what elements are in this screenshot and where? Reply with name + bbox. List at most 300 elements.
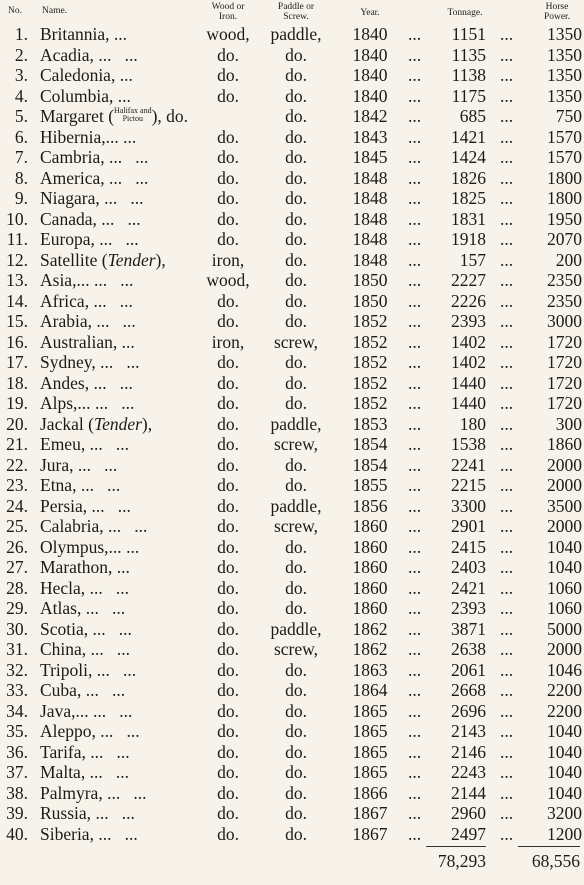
horse-power: 3000	[547, 311, 582, 331]
tonnage: 1440	[451, 393, 486, 413]
propulsion: do.	[285, 454, 307, 475]
tonnage: 1826	[451, 167, 486, 188]
row-number: 9.	[14, 188, 28, 208]
table-row	[0, 373, 584, 394]
hull-material: do.	[217, 823, 239, 844]
table-row	[0, 783, 584, 804]
leader-dots: ...	[408, 577, 422, 598]
leader-dots: ...	[113, 24, 127, 44]
table-row	[0, 229, 584, 250]
propulsion: paddle,	[270, 618, 322, 639]
propulsion: do.	[285, 290, 307, 311]
propulsion: do.	[285, 700, 307, 721]
ship-name-text: Columbia,	[40, 85, 114, 106]
tonnage: 157	[459, 249, 486, 270]
leader-dots: ... ...	[96, 659, 137, 680]
ship-name	[40, 250, 166, 271]
tonnage: 2421	[451, 577, 486, 598]
leader-dots: ...	[408, 618, 422, 639]
ship-name-text: Atlas,	[40, 598, 82, 618]
ship-name	[40, 496, 131, 517]
row-number: 23.	[6, 475, 28, 495]
propulsion: do.	[285, 249, 307, 270]
leader-dots: ... ...	[85, 598, 126, 618]
hull-material: do.	[217, 598, 239, 618]
leader-dots: ...	[500, 823, 514, 844]
ship-name-text: Persia,	[40, 495, 88, 516]
ship-name-text: Arabia,	[40, 311, 92, 331]
leader-dots: ...	[500, 147, 514, 167]
ship-name	[40, 414, 152, 435]
leader-dots: ...	[117, 85, 131, 106]
leader-dots: ...	[408, 659, 422, 680]
table-row	[0, 598, 584, 619]
ship-name-text: Hibernia,...	[40, 126, 119, 147]
year: 1848	[352, 208, 388, 229]
tonnage: 2901	[451, 516, 486, 536]
ship-name	[40, 270, 133, 291]
route-note	[114, 107, 152, 123]
hull-material: do.	[217, 577, 239, 598]
leader-dots: ...	[500, 208, 514, 229]
year: 1865	[352, 700, 388, 721]
propulsion: paddle,	[270, 495, 322, 516]
ship-name-text: Jackal (	[40, 413, 94, 434]
tonnage: 3300	[451, 495, 486, 516]
table-row	[0, 147, 584, 168]
ship-name	[40, 434, 129, 455]
propulsion: do.	[285, 659, 307, 680]
leader-dots: ...	[500, 167, 514, 188]
leader-dots: ...	[500, 803, 514, 823]
ship-name	[40, 229, 139, 250]
leader-dots: ... ...	[98, 823, 138, 844]
horse-power: 5000	[547, 618, 582, 639]
row-number: 20.	[6, 413, 28, 434]
leader-dots: ...	[408, 495, 422, 516]
row-number: 27.	[6, 557, 28, 577]
propulsion: do.	[285, 557, 307, 577]
table-header	[0, 0, 584, 24]
horse-power: 1350	[547, 24, 582, 44]
tonnage: 2146	[451, 741, 486, 762]
ship-name-text: Satellite (	[40, 249, 108, 270]
leader-dots: ...	[500, 85, 514, 106]
leader-dots: ...	[500, 372, 514, 393]
table-row	[0, 701, 584, 722]
leader-dots: ...	[500, 24, 514, 44]
ship-name-suffix: ),	[141, 413, 153, 434]
year: 1855	[352, 475, 388, 495]
leader-dots: ...	[408, 372, 422, 393]
leader-dots: ...	[500, 557, 514, 577]
year: 1860	[352, 577, 388, 598]
year: 1848	[352, 188, 388, 208]
ship-name	[40, 168, 148, 189]
hull-material: do.	[217, 700, 239, 721]
leader-dots: ...	[408, 598, 422, 618]
hull-material: wood,	[206, 24, 250, 44]
ship-name-text: Aleppo,	[40, 721, 96, 741]
propulsion: do.	[285, 372, 307, 393]
leader-dots: ...	[500, 434, 514, 454]
ship-name	[40, 127, 136, 148]
leader-dots: ...	[408, 393, 422, 413]
horse-power: 2000	[547, 516, 582, 536]
leader-dots: ...	[500, 413, 514, 434]
ship-name	[40, 598, 125, 619]
tonnage: 2226	[451, 290, 486, 311]
hull-material: do.	[217, 782, 239, 803]
hull-material: do.	[217, 741, 239, 762]
propulsion: screw,	[273, 516, 319, 536]
row-number: 14.	[6, 290, 28, 311]
header-paddle-screw-line2: Screw.	[283, 12, 309, 22]
leader-dots: ...	[500, 536, 514, 557]
row-number: 12.	[6, 249, 28, 270]
table-row	[0, 496, 584, 517]
leader-dots: ...	[408, 249, 422, 270]
ship-name-text: Malta,	[40, 762, 86, 782]
ship-name	[40, 660, 136, 681]
year: 1848	[352, 167, 388, 188]
leader-dots: ...	[500, 249, 514, 270]
hull-material: do.	[217, 536, 239, 557]
propulsion: do.	[285, 311, 307, 331]
table-row	[0, 414, 584, 435]
ship-name	[40, 701, 132, 722]
row-number: 29.	[6, 598, 28, 618]
leader-dots: ... ...	[77, 454, 118, 475]
leader-dots: ...	[500, 454, 514, 475]
hull-material: do.	[217, 413, 239, 434]
horse-power: 1800	[547, 188, 582, 208]
row-number: 31.	[6, 639, 28, 659]
ship-name-text: Andes,	[40, 372, 90, 393]
leader-dots: ...	[408, 680, 422, 700]
leader-dots: ...	[500, 495, 514, 516]
horse-power: 1040	[547, 557, 582, 577]
row-number: 37.	[6, 762, 28, 782]
leader-dots: ...	[408, 475, 422, 495]
leader-dots: ...	[500, 311, 514, 331]
horse-power: 2000	[547, 639, 582, 659]
leader-dots: ...	[408, 721, 422, 741]
propulsion: paddle,	[270, 413, 322, 434]
tonnage: 2061	[451, 659, 486, 680]
table-row	[0, 291, 584, 312]
propulsion: do.	[285, 721, 307, 741]
ship-name-text: Java,...	[40, 700, 89, 721]
ship-name	[40, 619, 132, 640]
leader-dots: ... ...	[96, 311, 136, 331]
leader-dots: ...	[500, 188, 514, 208]
propulsion: do.	[285, 762, 307, 782]
year: 1856	[352, 495, 388, 516]
leader-dots: ...	[500, 741, 514, 762]
ship-name-text: Australian,	[40, 331, 118, 352]
year: 1852	[352, 331, 388, 352]
hull-material: do.	[217, 188, 239, 208]
leader-dots: ... ...	[107, 782, 147, 803]
hull-material: do.	[217, 721, 239, 741]
header-paddle-screw-line1: Paddle or	[277, 2, 315, 12]
year: 1867	[352, 823, 388, 844]
header-wood-iron	[198, 2, 258, 22]
year: 1862	[352, 639, 388, 659]
leader-dots: ...	[500, 331, 514, 352]
ship-name-text: Britannia,	[40, 24, 110, 44]
leader-dots: ... ...	[109, 167, 149, 188]
leader-dots: ... ...	[100, 352, 140, 372]
table-row	[0, 475, 584, 496]
leader-dots: ... ...	[91, 495, 131, 516]
ship-name	[40, 373, 133, 394]
ship-name-text: Jura,	[40, 454, 74, 475]
hull-material: do.	[217, 557, 239, 577]
row-number: 4.	[14, 85, 28, 106]
table-row	[0, 45, 584, 66]
row-number: 24.	[6, 495, 28, 516]
tonnage: 1831	[451, 208, 486, 229]
leader-dots: ...	[408, 311, 422, 331]
tonnage: 1918	[451, 229, 486, 249]
tonnage: 3871	[451, 618, 486, 639]
leader-dots: ...	[408, 762, 422, 782]
leader-dots: ... ...	[94, 393, 135, 413]
header-tonnage: Tonnage.	[447, 8, 483, 18]
hull-material: do.	[217, 803, 239, 823]
table-row	[0, 578, 584, 599]
hull-material: do.	[217, 85, 239, 106]
horse-power: 1040	[547, 782, 582, 803]
header-no: No.	[8, 6, 22, 16]
tonnage: 2696	[451, 700, 486, 721]
year: 1860	[352, 536, 388, 557]
propulsion: do.	[285, 65, 307, 85]
leader-dots: ... ...	[92, 700, 133, 721]
year: 1848	[352, 229, 388, 249]
hull-material: do.	[217, 475, 239, 495]
leader-dots: ...	[408, 126, 422, 147]
row-number: 30.	[6, 618, 28, 639]
propulsion: do.	[285, 475, 307, 495]
horse-power: 1720	[547, 393, 582, 413]
tonnage: 1825	[451, 188, 486, 208]
leader-dots: ...	[408, 44, 422, 65]
row-number: 11.	[6, 229, 28, 249]
leader-dots: ...	[408, 454, 422, 475]
header-year: Year.	[360, 8, 380, 18]
horse-power: 2000	[547, 454, 582, 475]
ship-name	[40, 578, 129, 599]
year: 1845	[352, 147, 388, 167]
row-number: 22.	[6, 454, 28, 475]
leader-dots: ...	[500, 44, 514, 65]
ship-name-text: Hecla,	[40, 577, 86, 598]
table-row	[0, 742, 584, 763]
hull-material: do.	[217, 495, 239, 516]
ship-name	[40, 24, 127, 45]
year: 1865	[352, 762, 388, 782]
propulsion: screw,	[273, 639, 319, 659]
year: 1854	[352, 454, 388, 475]
row-number: 18.	[6, 372, 28, 393]
header-paddle-screw	[260, 2, 332, 22]
leader-dots: ...	[500, 270, 514, 290]
ship-name	[40, 332, 135, 353]
year: 1864	[352, 680, 388, 700]
total-horse-power: 68,556	[531, 851, 580, 871]
leader-dots: ...	[500, 126, 514, 147]
table-row	[0, 537, 584, 558]
tonnage: 1151	[451, 24, 486, 44]
leader-dots: ...	[500, 598, 514, 618]
hull-material: do.	[217, 147, 239, 167]
horse-power: 1350	[547, 65, 582, 85]
leader-dots: ...	[500, 352, 514, 372]
table-row	[0, 619, 584, 640]
leader-dots: ...	[500, 106, 514, 126]
ship-name-text: Olympus,...	[40, 536, 122, 557]
tonnage: 2638	[451, 639, 486, 659]
ship-name-text: Scotia,	[40, 618, 89, 639]
year: 1852	[352, 393, 388, 413]
year: 1840	[352, 24, 388, 44]
leader-dots: ... ...	[90, 741, 130, 762]
horse-power: 1800	[547, 167, 582, 188]
year: 1863	[352, 659, 388, 680]
row-number: 26.	[6, 536, 28, 557]
tonnage: 1424	[451, 147, 486, 167]
propulsion: paddle,	[270, 24, 322, 44]
table-row	[0, 434, 584, 455]
horse-power: 3500	[547, 495, 582, 516]
ship-name	[40, 783, 146, 804]
leader-dots: ...	[500, 229, 514, 249]
row-number: 32.	[6, 659, 28, 680]
hull-material: do.	[217, 44, 239, 65]
row-number: 10.	[6, 208, 28, 229]
year: 1853	[352, 413, 388, 434]
row-number: 15.	[6, 311, 28, 331]
propulsion: do.	[285, 44, 307, 65]
year: 1860	[352, 598, 388, 618]
table-row	[0, 65, 584, 86]
ship-name	[40, 680, 125, 701]
table-row	[0, 352, 584, 373]
row-number: 25.	[6, 516, 28, 536]
table-row	[0, 455, 584, 476]
tonnage: 1135	[451, 44, 486, 65]
row-number: 34.	[6, 700, 28, 721]
row-number: 1.	[14, 24, 28, 44]
ship-name-text: Africa,	[40, 290, 90, 311]
horse-power: 1720	[547, 372, 582, 393]
leader-dots: ...	[408, 208, 422, 229]
ship-name	[40, 557, 130, 578]
row-number: 6.	[14, 126, 28, 147]
table-row	[0, 250, 584, 271]
ship-name-text: Etna,	[40, 475, 77, 495]
table-row	[0, 680, 584, 701]
leader-dots: ... ...	[100, 721, 140, 741]
horse-power: 1040	[547, 741, 582, 762]
ship-name-text: Russia,	[40, 803, 92, 823]
ship-name	[40, 352, 140, 373]
table-row	[0, 332, 584, 353]
leader-dots: ...	[408, 639, 422, 659]
row-number: 35.	[6, 721, 28, 741]
leader-dots: ...	[500, 618, 514, 639]
hull-material: do.	[217, 290, 239, 311]
leader-dots: ...	[408, 331, 422, 352]
row-number: 5.	[14, 106, 28, 126]
table-row	[0, 824, 584, 845]
leader-dots: ...	[408, 352, 422, 372]
horse-power: 2200	[547, 700, 582, 721]
row-number: 36.	[6, 741, 28, 762]
year: 1866	[352, 782, 388, 803]
ship-name-text: Cambria,	[40, 147, 105, 167]
tonnage: 685	[459, 106, 486, 126]
propulsion: do.	[285, 106, 307, 126]
leader-dots: ... ...	[92, 618, 132, 639]
leader-dots: ...	[500, 639, 514, 659]
horse-power: 1720	[547, 331, 582, 352]
hp-total-rule	[518, 846, 580, 847]
leader-dots: ... ...	[109, 147, 149, 167]
leader-dots: ...	[408, 85, 422, 106]
table-row	[0, 86, 584, 107]
year: 1854	[352, 434, 388, 454]
ship-name-text: Acadia,	[40, 44, 94, 65]
table-row	[0, 557, 584, 578]
table-row	[0, 393, 584, 414]
tender-label: Tender	[93, 413, 142, 434]
horse-power: 1046	[547, 659, 582, 680]
year: 1850	[352, 270, 388, 290]
row-number: 3.	[14, 65, 28, 85]
leader-dots: ... ...	[95, 803, 135, 823]
leader-dots: ...	[500, 700, 514, 721]
propulsion: do.	[285, 85, 307, 106]
row-number: 19.	[6, 393, 28, 413]
ship-name	[40, 45, 138, 66]
year: 1840	[352, 85, 388, 106]
leader-dots: ...	[408, 229, 422, 249]
row-number: 7.	[14, 147, 28, 167]
ship-name	[40, 537, 139, 558]
ship-name	[40, 147, 148, 168]
ship-name	[40, 824, 138, 845]
leader-dots: ...	[408, 65, 422, 85]
ship-name	[40, 721, 140, 742]
leader-dots: ...	[500, 782, 514, 803]
year: 1865	[352, 741, 388, 762]
leader-dots: ... ...	[80, 475, 121, 495]
ship-name	[40, 742, 130, 763]
tonnage: 1138	[451, 65, 486, 85]
leader-dots: ...	[500, 577, 514, 598]
hull-material: do.	[217, 393, 239, 413]
hull-material: iron,	[211, 249, 245, 270]
propulsion: do.	[285, 167, 307, 188]
leader-dots: ... ...	[93, 270, 134, 290]
table-row	[0, 762, 584, 783]
leader-dots: ...	[500, 516, 514, 536]
ship-name	[40, 475, 120, 496]
